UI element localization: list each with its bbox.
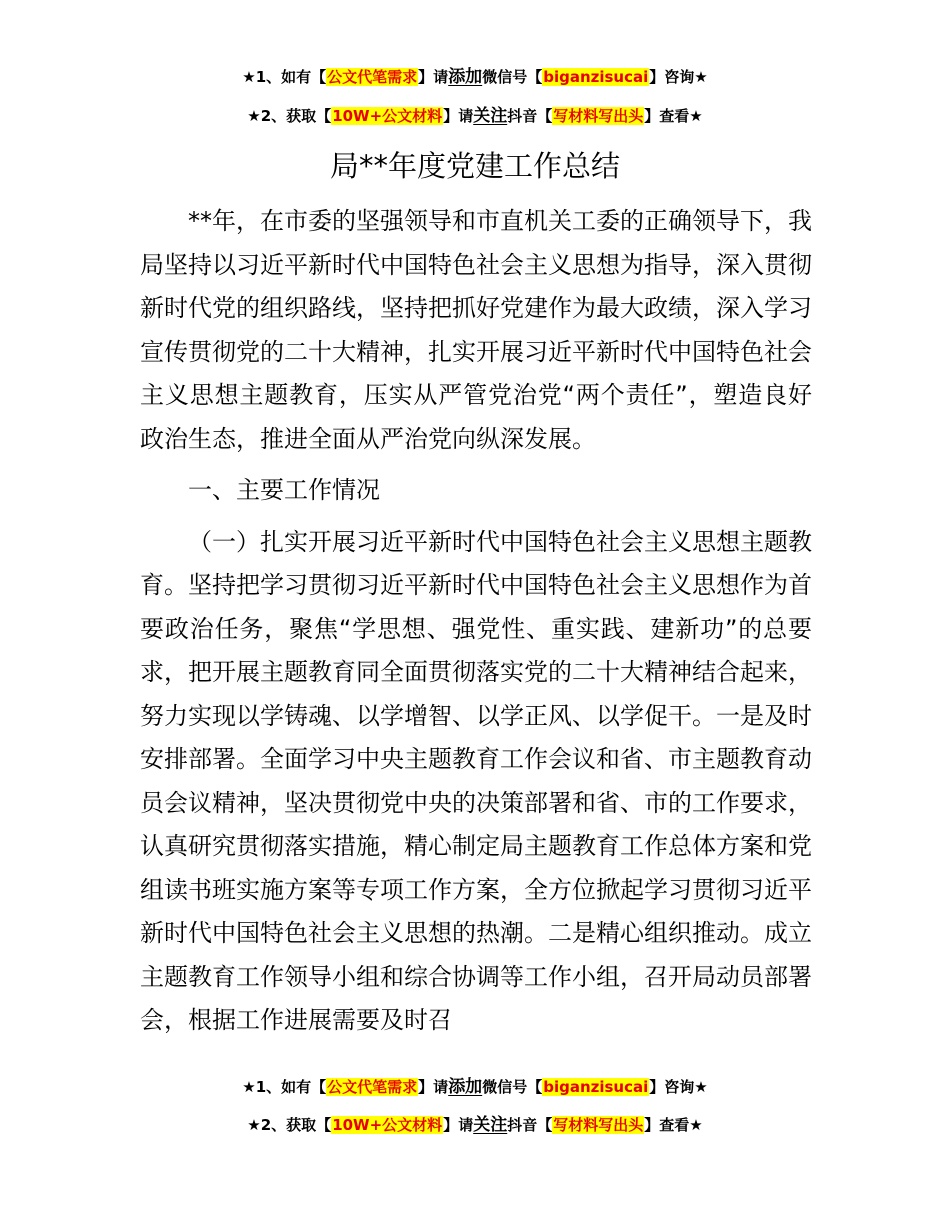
banner-prefix: ★1、如有【: [242, 1078, 327, 1096]
banner-mid: 】请: [443, 1116, 474, 1134]
banner-underlined: 添加: [448, 1077, 483, 1097]
banner-prefix: ★2、获取【: [247, 107, 332, 125]
banner-underlined: 关注: [473, 106, 508, 126]
banner-mid: 抖音【: [507, 1116, 553, 1134]
banner-douyin-account: 写材料写出头: [553, 107, 644, 125]
banner-mid: 】请: [443, 107, 474, 125]
banner-mid: 】请: [418, 68, 449, 86]
banner-highlight: 公文代笔需求: [327, 68, 418, 86]
paragraph-intro: **年，在市委的坚强领导和市直机关工委的正确领导下，我局坚持以习近平新时代中国特色社会主义思想为指导，深入贯彻新时代党的组织路线，坚持把抓好党建作为最大政绩，深入学习宣传贯彻党的二十大精神，扎实开展习近平新时代中国特色社会主义思想主题教育，压实从严管党治党“两个责任”，塑造良好政治生态，推进全面从严治党向纵深发展。: [140, 207, 812, 453]
banner-suffix: 】查看★: [644, 1116, 703, 1134]
banner-prefix: ★2、获取【: [247, 1116, 332, 1134]
banner-suffix: 】查看★: [644, 107, 703, 125]
banner-underlined: 关注: [473, 1115, 508, 1135]
banner-underlined: 添加: [448, 67, 483, 87]
banner-mid: 微信号【: [482, 68, 543, 86]
banner-mid: 】请: [418, 1078, 449, 1096]
banner-highlight: 公文代笔需求: [327, 1078, 418, 1096]
banner-mid: 微信号【: [482, 1078, 543, 1096]
top-banner-line-2: [0, 105, 950, 127]
banner-douyin-account: 写材料写出头: [553, 1116, 644, 1134]
section-heading: 一、主要工作情况: [188, 476, 380, 504]
paragraph-section-1: （一）扎实开展习近平新时代中国特色社会主义思想主题教育。坚持把学习贯彻习近平新时代中国特色社会主义思想作为首要政治任务，聚焦“学思想、强党性、重实践、建新功”的总要求，把开展主题教育同全面贯彻落实党的二十大精神结合起来，努力实现以学铸魂、以学增智、以学正风、以学促干。一是及时安排部署。全面学习中央主题教育工作会议和省、市主题教育动员会议精神，坚决贯彻党中央的决策部署和省、市的工作要求，认真研究贯彻落实措施，精心制定局主题教育工作总体方案和党组读书班实施方案等专项工作方案，全方位掀起学习贯彻习近平新时代中国特色社会主义思想的热潮。二是精心组织推动。成立主题教育工作领导小组和综合协调等工作小组，召开局动员部署会，根据工作进展需要及时召: [140, 527, 812, 1034]
banner-suffix: 】咨询★: [649, 68, 708, 86]
banner-mid: 抖音【: [507, 107, 553, 125]
top-banner-line-1: [0, 66, 950, 88]
document-title: 局**年度党建工作总结: [329, 149, 620, 183]
bottom-banner-line-1: [0, 1076, 950, 1098]
banner-highlight: 10W+公文材料: [332, 107, 443, 125]
bottom-banner-line-2: [0, 1114, 950, 1136]
banner-highlight: 10W+公文材料: [332, 1116, 443, 1134]
banner-prefix: ★1、如有【: [242, 68, 327, 86]
document-body: [140, 200, 812, 1043]
banner-wechat-id: biganzisucai: [543, 1078, 649, 1096]
banner-suffix: 】咨询★: [649, 1078, 708, 1096]
banner-wechat-id: biganzisucai: [543, 68, 649, 86]
